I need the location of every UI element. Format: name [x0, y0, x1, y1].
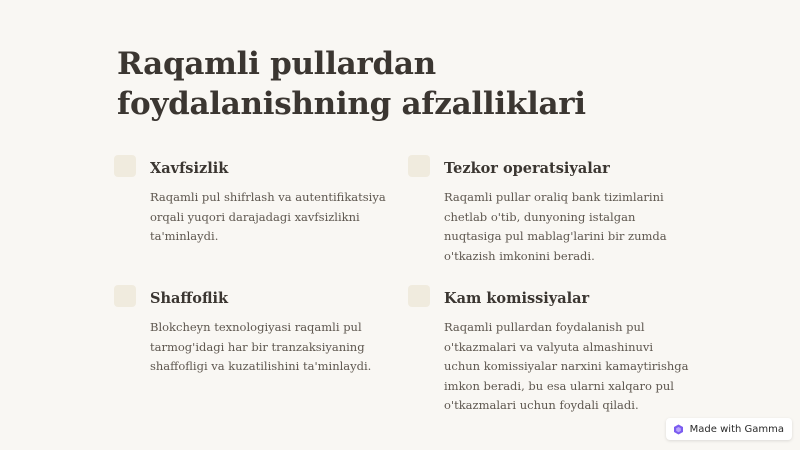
card-text: Blokcheyn texnologiyasi raqamli pul tarmog'idagi har bir tranzaksiyaning shaffofligi va kuzatilishini ta'minlaydi. — [150, 320, 372, 374]
slide-title: Raqamli pullardan foydalanishning afzalliklari — [117, 46, 586, 122]
card-marker-icon — [114, 155, 136, 177]
card-title: Tezkor operatsiyalar — [444, 160, 610, 177]
card-text: Raqamli pul shifrlash va autentifikatsiya orqali yuqori darajadagi xavfsizlikni ta'minlaydi. — [150, 190, 386, 244]
badge-label: Made with Gamma — [689, 423, 784, 435]
card-marker-icon — [408, 155, 430, 177]
card-marker-icon — [114, 285, 136, 307]
gamma-logo-icon — [673, 424, 684, 435]
card-title: Xavfsizlik — [150, 160, 229, 177]
card-title: Shaffoflik — [150, 290, 229, 307]
card-marker-icon — [408, 285, 430, 307]
card-title: Kam komissiyalar — [444, 290, 590, 307]
made-with-gamma-badge[interactable] — [666, 418, 792, 440]
card-text: Raqamli pullar oraliq bank tizimlarini chetlab o'tib, dunyoning istalgan nuqtasiga pul mablag'larini bir zumda o'tkazish imkonini beradi. — [444, 190, 667, 263]
card-text: Raqamli pullardan foydalanish pul o'tkazmalari va valyuta almashinuvi uchun komissiyalar narxini kamaytirishga imkon beradi, bu esa ularni xalqaro pul o'tkazmalari uchun foydali qiladi. — [444, 320, 689, 413]
